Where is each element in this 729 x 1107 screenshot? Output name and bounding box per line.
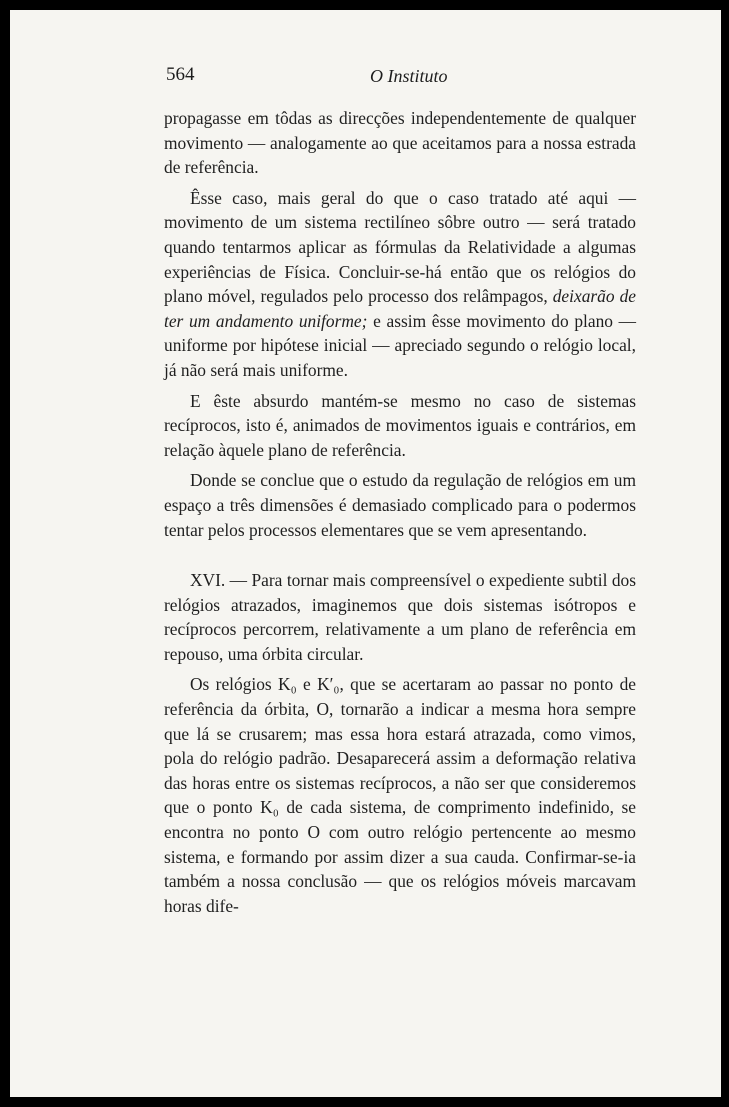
paragraph [164,186,636,383]
running-title: O Instituto [370,66,448,86]
body-text [164,106,636,924]
page-header [10,64,721,94]
book-page [10,10,721,1097]
italic-emphasis: deixarão de ter um andamento uniforme; [164,286,636,331]
paragraph-text: e assim êsse movimento do plano — uniforme por hipótese inicial — apreciado segundo o relógio local, já não será mais uniforme. [164,310,637,380]
section-paragraph: XVI. — Para tornar mais compreensível o expediente subtil dos relógios atrazados, imaginemos que dois sistemas isótropos e recíprocos percorrem, relativamente a um plano de referência em repouso, uma órbita circular. [164,570,636,664]
page-number: 564 [166,64,195,85]
paragraph-text: Êsse caso, mais geral do que o caso tratado até aqui — movimento de um sistema rectilíneo sôbre outro — será tratado quando tentarmos aplicar as fórmulas da Relatividade a algumas experiências de Física. Concluir-se-há então que os relógios do plano móvel, regulados pelo processo dos relâmpagos, [164,187,636,307]
paragraph-continuation: propagasse em tôdas as direcções independentemente de qualquer movimento — analogamente ao que aceitamos para a nossa estrada de referência. [164,108,636,178]
paragraph: Os relógios K₀ e K′₀, que se acertaram ao passar no ponto de referência da órbita, O, tornarão a indicar a mesma hora sempre que lá se crusarem; mas essa hora estará atrazada, como vimos, pola do relógio padrão. Desaparecerá assim a deformação relativa das horas entre os sistemas recíprocos, a não ser que consideremos que o ponto K₀ de cada sistema, de comprimento indefinido, se encontra no ponto O com outro relógio pertencente ao mesmo sistema, e formando por assim dizer a sua cauda. Confirmar-se-ia também a nossa conclusão — que os relógios móveis marcavam horas dife- [164,674,636,916]
paragraph: Donde se conclue que o estudo da regulação de relógios em um espaço a três dimensões é demasiado complicado para o podermos tentar pelos processos elementares que se vem apresentando. [164,470,636,540]
paragraph: E êste absurdo mantém-se mesmo no caso de sistemas recíprocos, isto é, animados de movimentos iguais e contrários, em relação àquele plano de referência. [164,390,636,460]
